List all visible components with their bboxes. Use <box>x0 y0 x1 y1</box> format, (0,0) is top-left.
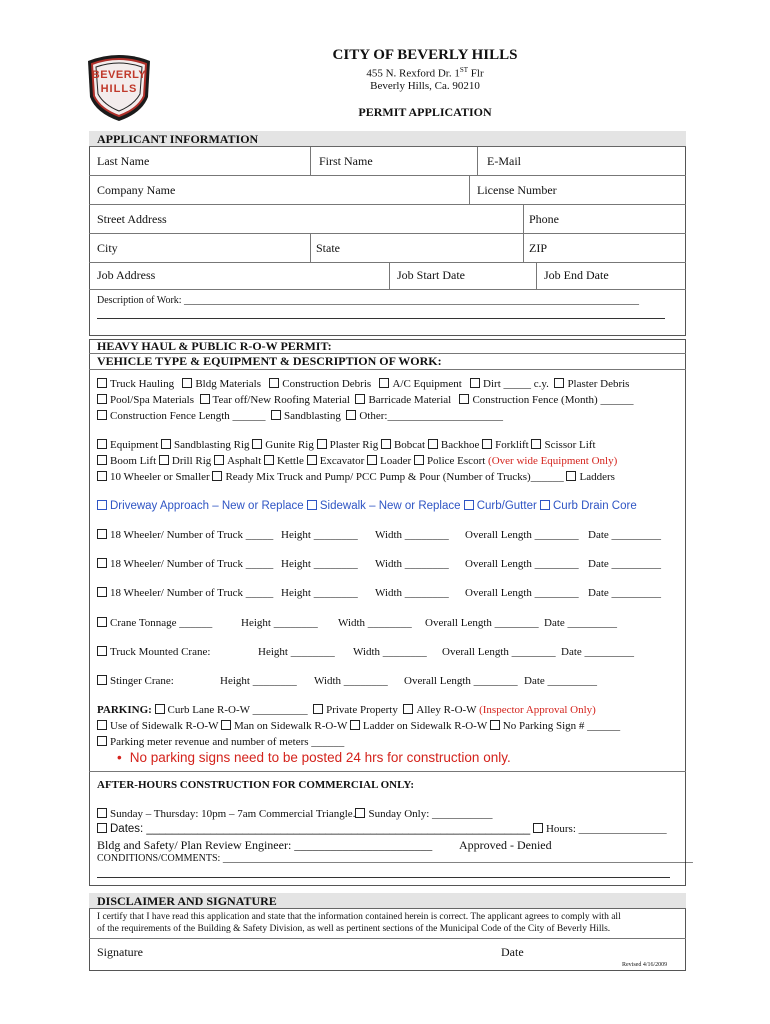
bldg-materials-checkbox[interactable]: Bldg Materials <box>182 378 261 390</box>
job-start-date-field[interactable]: Job Start Date <box>397 268 465 282</box>
crane-height: Height ________ <box>241 617 318 629</box>
wheeler-height: Height ________ <box>281 529 358 541</box>
parking-row-1 <box>97 704 596 716</box>
crane-tonnage-row[interactable] <box>97 617 618 629</box>
bobcat-checkbox[interactable]: Bobcat <box>381 439 425 451</box>
truck-hauling-checkbox[interactable]: Truck Hauling <box>97 378 174 390</box>
loader-checkbox[interactable]: Loader <box>367 455 411 467</box>
crane-overall: Overall Length ________ <box>425 617 539 629</box>
police-escort-note: (Over wide Equipment Only) <box>488 455 618 467</box>
address-street: 455 N. Rexford Dr. 1 <box>366 67 460 80</box>
job-address-field[interactable]: Job Address <box>97 268 156 282</box>
dates-checkbox[interactable]: Dates: ____________________________________________________________ <box>97 823 530 835</box>
license-number-field[interactable]: License Number <box>477 183 557 197</box>
address-floor-sup: ST <box>459 66 469 74</box>
other-work-checkbox[interactable]: Other:_____________________ <box>346 410 503 422</box>
logo-text-line1: BEVERLY <box>91 69 147 81</box>
disclaimer-text-line1: I certify that I have read this application and state that the information contained herein is correct. The applicant agrees to comply with all <box>97 912 621 922</box>
city-address-line2: Beverly Hills, Ca. 90210 <box>370 80 480 92</box>
plaster-debris-checkbox[interactable]: Plaster Debris <box>554 378 629 390</box>
stinger-overall: Overall Length ________ <box>404 675 518 687</box>
wheeler-row-3[interactable] <box>97 587 662 599</box>
parking-row-2 <box>97 720 620 732</box>
wheeler-height: Height ________ <box>281 558 358 570</box>
signature-field[interactable]: Signature <box>97 945 143 959</box>
ten-wheeler-checkbox[interactable]: 10 Wheeler or Smaller <box>97 471 210 483</box>
work-type-row-2 <box>97 394 633 406</box>
parking-label: PARKING: <box>97 704 152 716</box>
truck-crane-height: Height ________ <box>258 646 335 658</box>
private-property-checkbox[interactable]: Private Property <box>313 704 398 716</box>
disclaimer-text-line2: of the requirements of the Building & Safety Division, as well as pertinent sections of the Municipal Code of the City of Beverly Hills. <box>97 924 611 934</box>
sidewalk-row-checkbox[interactable]: Use of Sidewalk R-O-W <box>97 720 218 732</box>
stinger-width: Width ________ <box>314 675 388 687</box>
heavy-haul-title: HEAVY HAUL & PUBLIC R-O-W PERMIT: <box>97 339 332 353</box>
wheeler-row-1[interactable] <box>97 529 662 541</box>
construction-fence-length-checkbox[interactable]: Construction Fence Length ______ <box>97 410 266 422</box>
wheeler-width: Width ________ <box>375 587 449 599</box>
sunday-only-checkbox[interactable]: Sunday Only: ___________ <box>355 808 492 820</box>
backhoe-checkbox[interactable]: Backhoe <box>428 439 479 451</box>
plaster-rig-checkbox[interactable]: Plaster Rig <box>317 439 379 451</box>
parking-meter-label: Parking meter revenue and number of meters ______ <box>110 736 345 748</box>
disclaimer-title: DISCLAIMER AND SIGNATURE <box>97 894 277 908</box>
parking-notice <box>117 750 511 765</box>
signature-date-field[interactable]: Date <box>501 945 524 959</box>
crane-date: Date _________ <box>544 617 618 629</box>
sandblasting-rig-checkbox[interactable]: Sandblasting Rig <box>161 439 249 451</box>
barricade-material-checkbox[interactable]: Barricade Material <box>355 394 451 406</box>
driveway-approach-checkbox[interactable]: Driveway Approach – New or Replace <box>97 500 304 512</box>
wheeler-overall: Overall Length ________ <box>465 558 579 570</box>
parking-row-3[interactable] <box>97 736 344 748</box>
wheeler-width: Width ________ <box>375 529 449 541</box>
man-on-sidewalk-checkbox[interactable]: Man on Sidewalk R-O-W <box>221 720 347 732</box>
sunday-thursday-checkbox[interactable]: Sunday – Thursday: 10pm – 7am Commercial Triangle. <box>97 808 355 820</box>
dates-row <box>97 823 667 835</box>
stinger-date: Date _________ <box>524 675 598 687</box>
ac-equipment-checkbox[interactable]: A/C Equipment <box>379 378 461 390</box>
city-title: CITY OF BEVERLY HILLS <box>332 47 518 63</box>
company-name-field[interactable]: Company Name <box>97 183 176 197</box>
no-parking-sign-checkbox[interactable]: No Parking Sign # ______ <box>490 720 620 732</box>
wheeler-date: Date _________ <box>588 587 662 599</box>
revision-date: Revised 4/16/2009 <box>622 962 668 968</box>
stinger-crane-row[interactable] <box>97 675 598 687</box>
truck-crane-overall: Overall Length ________ <box>442 646 556 658</box>
drill-rig-checkbox[interactable]: Drill Rig <box>159 455 211 467</box>
first-name-field[interactable]: First Name <box>319 154 373 168</box>
zip-field[interactable]: ZIP <box>529 241 547 255</box>
applicant-section-title: APPLICANT INFORMATION <box>97 132 259 146</box>
crane-width: Width ________ <box>338 617 412 629</box>
plan-review-engineer-field[interactable]: Bldg and Safety/ Plan Review Engineer: _______________________ <box>97 838 433 852</box>
boom-lift-checkbox[interactable]: Boom Lift <box>97 455 156 467</box>
row-work-options <box>97 500 637 512</box>
gunite-rig-checkbox[interactable]: Gunite Rig <box>252 439 314 451</box>
ready-mix-checkbox[interactable]: Ready Mix Truck and Pump/ PCC Pump & Pour (Number of Trucks)______ <box>212 471 563 483</box>
wheeler-label: 18 Wheeler/ Number of Truck _____ <box>110 587 274 599</box>
alley-row-checkbox[interactable]: Alley R-O-W <box>403 704 476 716</box>
asphalt-checkbox[interactable]: Asphalt <box>214 455 261 467</box>
after-hours-title: AFTER-HOURS CONSTRUCTION FOR COMMERCIAL ONLY: <box>97 779 414 791</box>
ladders-checkbox[interactable]: Ladders <box>566 471 614 483</box>
curb-gutter-checkbox[interactable]: Curb/Gutter <box>464 500 537 512</box>
wheeler-overall: Overall Length ________ <box>465 529 579 541</box>
roofing-material-checkbox[interactable]: Tear off/New Roofing Material <box>200 394 350 406</box>
pool-spa-checkbox[interactable]: Pool/Spa Materials <box>97 394 194 406</box>
truck-mounted-crane-row[interactable] <box>97 646 635 658</box>
construction-debris-checkbox[interactable]: Construction Debris <box>269 378 371 390</box>
logo-text-line2: HILLS <box>100 83 138 95</box>
city-field[interactable]: City <box>97 241 118 255</box>
dirt-checkbox[interactable]: Dirt _____ c.y. <box>470 378 549 390</box>
approval-status[interactable]: Approved - Denied <box>459 838 552 852</box>
wheeler-overall: Overall Length ________ <box>465 587 579 599</box>
construction-fence-month-checkbox[interactable]: Construction Fence (Month) ______ <box>459 394 633 406</box>
sunday-thursday-row <box>97 808 493 820</box>
wheeler-date: Date _________ <box>588 529 662 541</box>
wheeler-height: Height ________ <box>281 587 358 599</box>
job-end-date-field[interactable]: Job End Date <box>544 268 609 282</box>
wheeler-date: Date _________ <box>588 558 662 570</box>
sidewalk-checkbox[interactable]: Sidewalk – New or Replace <box>307 500 461 512</box>
excavator-checkbox[interactable]: Excavator <box>307 455 365 467</box>
parking-notice-text: No parking signs need to be posted 24 hrs for construction only. <box>129 750 511 765</box>
truck-crane-date: Date _________ <box>561 646 635 658</box>
police-escort-checkbox[interactable]: Police Escort <box>414 455 485 467</box>
city-logo <box>82 47 156 123</box>
scissor-lift-checkbox[interactable]: Scissor Lift <box>531 439 595 451</box>
stinger-height: Height ________ <box>220 675 297 687</box>
email-field[interactable]: E-Mail <box>487 154 521 168</box>
truck-crane-width: Width ________ <box>353 646 427 658</box>
address-floor: Flr <box>468 67 484 80</box>
state-field[interactable]: State <box>316 241 340 255</box>
crane-tonnage-label: Crane Tonnage ______ <box>110 617 213 629</box>
stinger-crane-label: Stinger Crane: <box>110 675 174 687</box>
wheeler-label: 18 Wheeler/ Number of Truck _____ <box>110 529 274 541</box>
hours-checkbox[interactable]: Hours: ________________ <box>533 823 667 835</box>
work-type-row-1 <box>97 378 629 390</box>
form-title: PERMIT APPLICATION <box>358 105 492 119</box>
street-address-field[interactable]: Street Address <box>97 212 167 226</box>
description-of-work-field[interactable]: Description of Work: ___________________________________________________________________________________________ <box>97 295 640 306</box>
equipment-row-2 <box>97 455 617 467</box>
truck-crane-label: Truck Mounted Crane: <box>110 646 211 658</box>
kettle-checkbox[interactable]: Kettle <box>264 455 304 467</box>
wheeler-label: 18 Wheeler/ Number of Truck _____ <box>110 558 274 570</box>
work-type-row-3 <box>97 410 503 422</box>
sandblasting-checkbox[interactable]: Sandblasting <box>271 410 341 422</box>
phone-field[interactable]: Phone <box>529 212 559 226</box>
ladder-on-sidewalk-checkbox[interactable]: Ladder on Sidewalk R-O-W <box>350 720 487 732</box>
equipment-checkbox[interactable]: Equipment <box>97 439 158 451</box>
bullet-icon: • <box>117 750 122 765</box>
city-address-line1 <box>285 66 565 80</box>
curb-lane-checkbox[interactable]: Curb Lane R-O-W __________ <box>155 704 308 716</box>
alley-row-note: (Inspector Approval Only) <box>479 704 596 716</box>
last-name-field[interactable]: Last Name <box>97 154 150 168</box>
vehicle-type-title: VEHICLE TYPE & EQUIPMENT & DESCRIPTION OF WORK: <box>97 354 442 368</box>
forklift-checkbox[interactable]: Forklift <box>482 439 529 451</box>
curb-drain-core-checkbox[interactable]: Curb Drain Core <box>540 500 637 512</box>
wheeler-row-2[interactable] <box>97 558 662 570</box>
conditions-comments-field[interactable]: CONDITIONS/COMMENTS: ______________________________________________________________________________________________ <box>97 853 693 864</box>
wheeler-width: Width ________ <box>375 558 449 570</box>
equipment-row-3 <box>97 471 615 483</box>
equipment-row-1 <box>97 439 596 451</box>
